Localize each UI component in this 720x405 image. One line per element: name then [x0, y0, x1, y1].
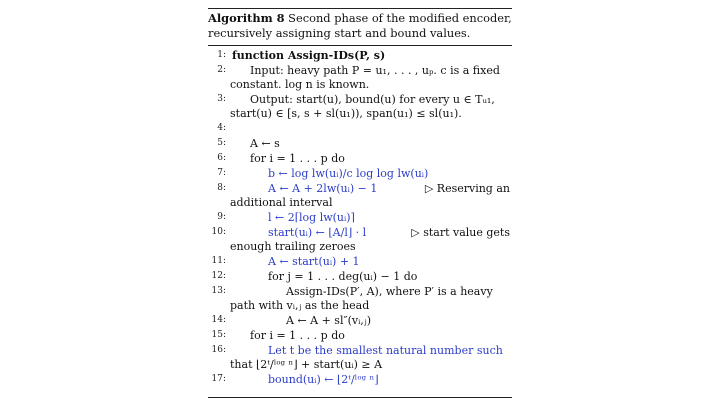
algo-line: [208, 63, 512, 78]
caption-text-2: recursively assigning start and bound values.: [208, 26, 471, 40]
algo-line-continuation: [208, 196, 512, 210]
line-continuation: path with vᵢ,ⱼ as the head: [230, 299, 370, 312]
line-number: 3:: [217, 94, 226, 104]
algorithm-body: [208, 48, 512, 387]
algo-line: [208, 48, 512, 63]
caption-rule: [208, 45, 512, 46]
algorithm-caption: [208, 11, 512, 41]
algo-line: [208, 136, 512, 151]
line-number: 16:: [211, 345, 226, 355]
line-text: bound(uᵢ) ← ⌊2ᵗ/ˡᵒᵍ ⁿ⌋: [268, 373, 379, 386]
line-number: 14:: [211, 315, 226, 325]
line-comment: ▷ start value gets: [411, 226, 510, 239]
line-text: Input: heavy path P = u₁, . . . , uₚ. c is a fixed: [250, 64, 500, 77]
line-continuation: start(u) ∈ [s, s + sl(u₁)), span(u₁) ≤ sl(u₁).: [230, 107, 462, 120]
top-rule: [208, 8, 512, 9]
line-number: 13:: [211, 286, 226, 296]
line-text: A ← start(uᵢ) + 1: [268, 255, 360, 268]
algo-line-continuation: [208, 107, 512, 121]
line-text: l ← 2⌈log lw(uᵢ)⌉: [268, 211, 355, 224]
line-number: 12:: [211, 271, 226, 281]
line-text: start(uᵢ) ← ⌊A/l⌋ · l: [268, 226, 367, 239]
line-number: 10:: [211, 227, 226, 237]
bottom-rule: [208, 397, 512, 398]
algo-line: [208, 151, 512, 166]
line-number: 5:: [217, 138, 226, 148]
line-text: function Assign-IDs(P, s): [232, 49, 386, 62]
line-text: Let t be the smallest natural number such: [268, 344, 503, 357]
line-text: A ← A + 2lw(uᵢ) − 1: [268, 182, 378, 195]
algo-line-continuation: [208, 78, 512, 92]
algo-line-continuation: [208, 358, 512, 372]
caption-text-1: Second phase of the modified encoder,: [288, 11, 512, 25]
algo-line: [208, 284, 512, 299]
algo-line: [208, 372, 512, 387]
algo-line: [208, 313, 512, 328]
line-number: 11:: [211, 256, 226, 266]
line-text: Output: start(u), bound(u) for every u ∈ Tᵤ₁,: [250, 93, 495, 106]
line-number: 7:: [217, 168, 226, 178]
line-continuation: that ⌊2ᵗ/ˡᵒᵍ ⁿ⌋ + start(uᵢ) ≥ A: [230, 358, 383, 371]
line-continuation: constant. log n is known.: [230, 78, 370, 91]
line-text: A ← s: [250, 137, 280, 150]
line-number: 4:: [217, 123, 226, 133]
algo-line: [208, 269, 512, 284]
line-number: 8:: [217, 183, 226, 193]
algo-line: [208, 181, 512, 196]
caption-label: Algorithm 8: [208, 11, 285, 25]
algo-line-continuation: [208, 240, 512, 254]
algorithm-block: [208, 8, 512, 398]
line-comment: ▷ Reserving an: [424, 182, 510, 195]
algo-line: [208, 121, 512, 136]
line-text: A ← A + sl″(vᵢ,ⱼ): [286, 314, 371, 327]
line-number: 2:: [217, 65, 226, 75]
algo-line: [208, 343, 512, 358]
algo-line: [208, 254, 512, 269]
line-text: for j = 1 . . . deg(uᵢ) − 1 do: [268, 270, 418, 283]
line-text: for i = 1 . . . p do: [250, 152, 345, 165]
algo-line: [208, 92, 512, 107]
algo-line-continuation: [208, 299, 512, 313]
line-text: Assign-IDs(P′, A), where P′ is a heavy: [286, 285, 493, 298]
algo-line: [208, 328, 512, 343]
line-number: 17:: [211, 374, 226, 384]
algo-line: [208, 210, 512, 225]
line-number: 6:: [217, 153, 226, 163]
line-number: 15:: [211, 330, 226, 340]
algo-line: [208, 166, 512, 181]
line-number: 9:: [217, 212, 226, 222]
line-continuation: additional interval: [230, 196, 333, 209]
line-text: b ← log lw(uᵢ)/c log log lw(uᵢ): [268, 167, 429, 180]
line-text: for i = 1 . . . p do: [250, 329, 345, 342]
algo-line: [208, 225, 512, 240]
line-number: 1:: [217, 50, 226, 60]
line-continuation: enough trailing zeroes: [230, 240, 356, 253]
